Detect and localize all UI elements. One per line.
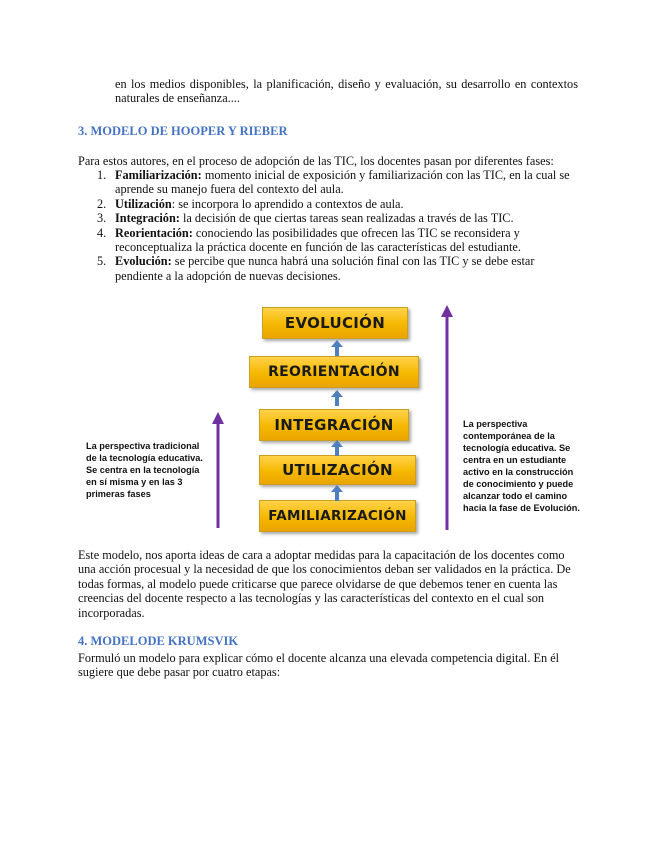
up-arrow-icon — [330, 440, 344, 456]
traditional-perspective-arrow-icon — [210, 412, 226, 528]
phase-item: 4. Reorientación: conociendo las posibilidades que ofrecen las TIC se reconsidera y reconceptualiza la práctica docente en función de las características del estudiante. — [97, 225, 521, 255]
up-arrow-icon — [330, 485, 344, 501]
intro-continuation: en los medios disponibles, la planificación, diseño y evaluación, su desarrollo en contextos naturales de enseñanza.... — [115, 77, 578, 106]
phase-term: Evolución: — [115, 254, 172, 269]
stage-utilizacion: UTILIZACIÓN — [259, 455, 416, 485]
phase-term: Familiarización: — [115, 168, 202, 182]
phase-text: momento inicial de exposición y familiarización con las TIC, en la cual se aprende su manejo fuera del contexto del aula. — [115, 168, 570, 197]
stage-reorientacion: REORIENTACIÓN — [249, 356, 419, 388]
phase-item: 1. Familiarización: momento inicial de exposición y familiarización con las TIC, en la cual se aprende su manejo fuera del contexto del aula. — [97, 168, 570, 197]
phase-text: : se incorpora lo aprendido a contextos de aula. — [171, 196, 404, 211]
section-4-text: Formuló un modelo para explicar cómo el docente alcanza una elevada competencia digital. En él sugiere que debe pasar por cuatro etapas: — [78, 651, 560, 680]
closing-paragraph: Este modelo, nos aporta ideas de cara a adoptar medidas para la capacitación de los docentes como una acción procesual y la necesidad de que los conocimientos deban ser validados en la práctica. De todas formas, al modelo puede criticarse que parece olvidarse de que debemos tener en cuenta las creencias del docente respecto a las tecnologías y las características del contexto en el cual son incorporadas. — [78, 548, 571, 620]
stage-familiarizacion: FAMILIARIZACIÓN — [259, 500, 416, 532]
section-3-heading: 3. MODELO DE HOOPER Y RIEBER — [78, 124, 288, 138]
section-3-lead: Para estos autores, en el proceso de adopción de las TIC, los docentes pasan por diferentes fases: — [78, 154, 554, 168]
phase-text: la decisión de que ciertas tareas sean realizadas a través de las TIC. — [179, 211, 514, 226]
phase-text: conociendo las posibilidades que ofrecen las TIC se reconsidera y reconceptualiza la práctica docente en función de las características del estudiante. — [115, 225, 521, 255]
traditional-perspective-note: La perspectiva tradicional de la tecnología educativa. Se centra en la tecnología en sí misma y en las 3 primeras fases — [86, 441, 203, 499]
phase-item: 3. Integración: la decisión de que ciertas tareas sean realizadas a través de las TIC. — [97, 211, 514, 226]
section-4-heading: 4. MODELODE KRUMSVIK — [78, 634, 239, 648]
phase-term: Reorientación: — [115, 225, 193, 240]
contemporary-perspective-arrow-icon — [439, 305, 455, 530]
phase-text: se percibe que nunca habrá una solución final con las TIC y se debe estar pendiente a la adopción de nuevas decisiones. — [115, 254, 535, 283]
phases-list — [78, 168, 578, 283]
phase-item: 5. Evolución: se percibe que nunca habrá una solución final con las TIC y se debe estar pendiente a la adopción de nuevas decisiones. — [97, 254, 535, 283]
phase-term: Integración: — [115, 211, 180, 226]
phase-item: 2. Utilización: se incorpora lo aprendido a contextos de aula. — [97, 196, 404, 211]
contemporary-perspective-note: La perspectiva contemporánea de la tecnología educativa. Se centra en un estudiante activo en la construcción de conocimiento y puede alcanzar todo el camino hacia la fase de Evolución. — [463, 419, 580, 513]
up-arrow-icon — [330, 390, 344, 406]
stage-integracion: INTEGRACIÓN — [259, 409, 409, 441]
phase-term: Utilización — [115, 196, 172, 211]
stage-evolucion: EVOLUCIÓN — [262, 307, 408, 339]
up-arrow-icon — [330, 340, 344, 356]
